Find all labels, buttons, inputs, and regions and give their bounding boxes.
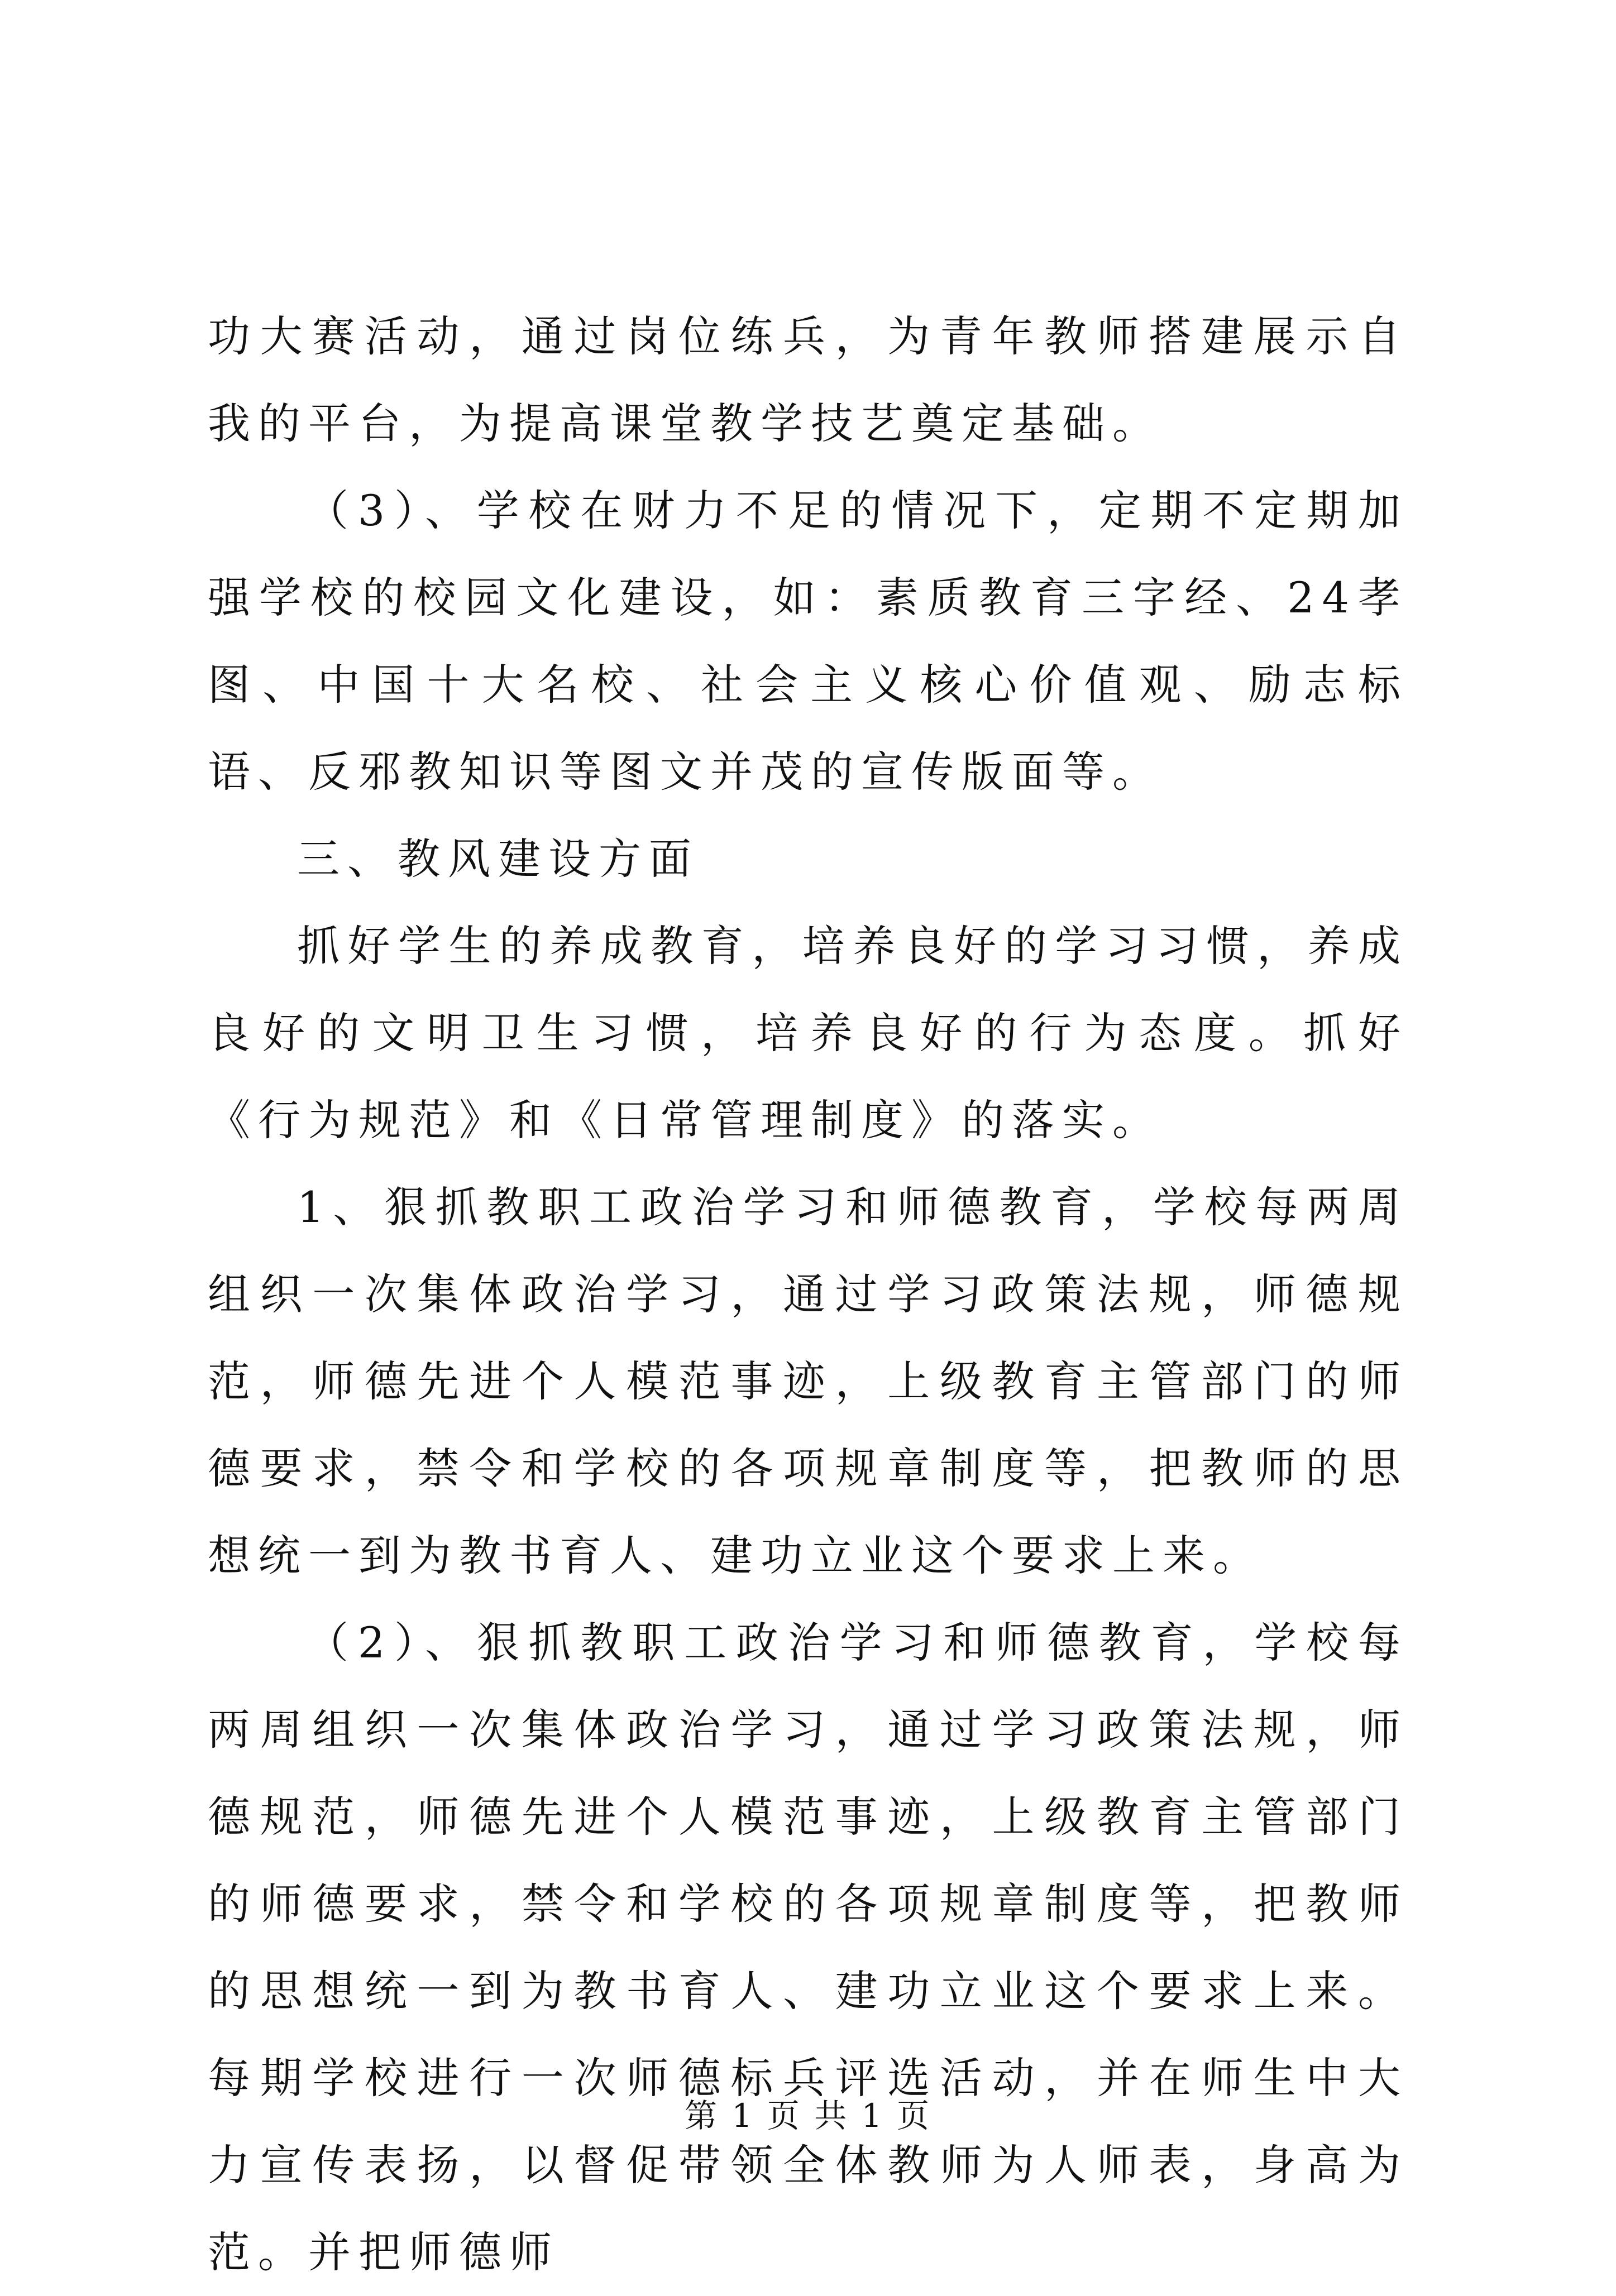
paragraph-political-study: 1、狠抓教职工政治学习和师德教育，学校每两周组织一次集体政治学习，通过学习政策法规，师德规范，师德先进个人模范事迹，上级教育主管部门的师德要求，禁令和学校的各项规章制度等，把教师的思想统一到为教书育人、建功立业这个要求上来。 xyxy=(208,1182,1408,1580)
paragraph-student-habits: 抓好学生的养成教育，培养良好的学习习惯，养成良好的文明卫生习惯，培养良好的行为态度。抓好《行为规范》和《日常管理制度》的落实。 xyxy=(208,921,1408,1145)
document-body xyxy=(208,293,1408,2296)
page-footer: 第 1 页 共 1 页 xyxy=(685,2097,931,2135)
paragraph-campus-culture: （3）、学校在财力不足的情况下，定期不定期加强学校的校园文化建设，如：素质教育三字经、24孝图、中国十大名校、社会主义核心价值观、励志标语、反邪教知识等图文并茂的宣传版面等。 xyxy=(208,486,1408,797)
paragraph-teacher-ethics: （2）、狠抓教职工政治学习和师德教育，学校每两周组织一次集体政治学习，通过学习政策法规，师德规范，师德先进个人模范事迹，上级教育主管部门的师德要求，禁令和学校的各项规章制度等，把教师的思想统一到为教书育人、建功立业这个要求上来。每期学校进行一次师德标兵评选活动，并在师生中大力宣传表扬，以督促带领全体教师为人师表，身高为范。并把师德师 xyxy=(208,1618,1408,2277)
paragraph-continuation: 功大赛活动，通过岗位练兵，为青年教师搭建展示自我的平台，为提高课堂教学技艺奠定基础。 xyxy=(208,311,1408,448)
section-heading-teaching-style: 三、教风建设方面 xyxy=(297,834,699,884)
